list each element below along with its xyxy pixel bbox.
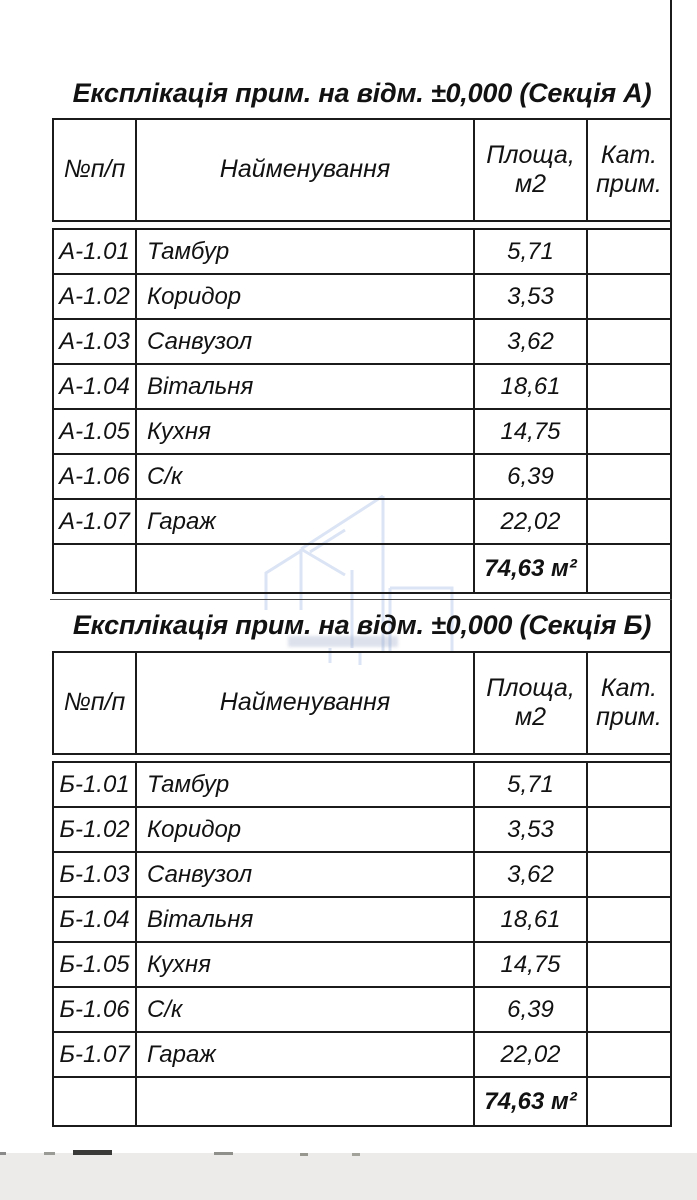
- cell-num: А-1.02: [54, 275, 137, 318]
- table-total-row: [54, 1078, 670, 1125]
- cell-cat: [588, 230, 670, 273]
- table-row: [54, 230, 670, 275]
- cell-area: 3,53: [475, 275, 588, 318]
- cutoff-text-smudge: [44, 1152, 55, 1155]
- cell-num: А-1.03: [54, 320, 137, 363]
- cell-num: А-1.07: [54, 500, 137, 543]
- table-row: [54, 275, 670, 320]
- header-cat-line2: прим.: [596, 170, 662, 198]
- cutoff-text-smudge: [352, 1153, 360, 1156]
- cell-area: 22,02: [475, 500, 588, 543]
- cell-cat: [588, 853, 670, 896]
- cell-area: 18,61: [475, 365, 588, 408]
- table-row: [54, 320, 670, 365]
- cell-num: Б-1.05: [54, 943, 137, 986]
- cell-cat: [588, 1033, 670, 1076]
- cell-name: Тамбур: [137, 230, 475, 273]
- header-num: №п/п: [54, 653, 137, 753]
- cell-name: Кухня: [137, 943, 475, 986]
- section-a-title: Експлікація прим. на відм. ±0,000 (Секція А): [72, 78, 652, 108]
- cell-num: Б-1.03: [54, 853, 137, 896]
- cell-area: 14,75: [475, 943, 588, 986]
- cell-num: А-1.01: [54, 230, 137, 273]
- cutoff-text-smudge: [300, 1153, 308, 1156]
- cell-cat: [588, 545, 670, 592]
- cell-area: 3,62: [475, 320, 588, 363]
- cell-area: 5,71: [475, 763, 588, 806]
- header-area-line2: м2: [514, 703, 547, 731]
- cutoff-text-smudge: [0, 1152, 6, 1155]
- table-b-header-row: [52, 651, 672, 755]
- table-row: [54, 1033, 670, 1078]
- cell-area: 14,75: [475, 410, 588, 453]
- cell-name: Кухня: [137, 410, 475, 453]
- cell-num: А-1.04: [54, 365, 137, 408]
- cell-cat: [588, 320, 670, 363]
- explication-table-a: [52, 118, 672, 594]
- next-sheet-edge-strip: [0, 1153, 697, 1200]
- cell-cat: [588, 898, 670, 941]
- cell-name: Гараж: [137, 1033, 475, 1076]
- cell-name: Вітальня: [137, 365, 475, 408]
- header-area: [475, 653, 588, 753]
- cell-name: Санвузол: [137, 320, 475, 363]
- cell-num-empty: [54, 545, 137, 592]
- table-b-body: [52, 761, 672, 1127]
- header-name: Найменування: [137, 653, 475, 753]
- explication-table-b: [52, 651, 672, 1127]
- table-row: [54, 365, 670, 410]
- cell-name-empty: [137, 1078, 475, 1125]
- cell-total-area: 74,63 м²: [475, 545, 588, 592]
- cell-num: А-1.06: [54, 455, 137, 498]
- table-row: [54, 500, 670, 545]
- header-cat-line1: Кат.: [600, 140, 658, 169]
- cell-name: Тамбур: [137, 763, 475, 806]
- cell-cat: [588, 365, 670, 408]
- header-cat: [588, 653, 670, 753]
- cell-cat: [588, 275, 670, 318]
- cell-num: Б-1.01: [54, 763, 137, 806]
- cell-name: Коридор: [137, 808, 475, 851]
- cell-cat: [588, 1078, 670, 1125]
- table-row: [54, 853, 670, 898]
- header-num: №п/п: [54, 120, 137, 220]
- cutoff-text-smudge: [214, 1152, 233, 1155]
- cell-total-area: 74,63 м²: [475, 1078, 588, 1125]
- header-area-line2: м2: [514, 170, 547, 198]
- cell-name: С/к: [137, 455, 475, 498]
- table-total-row: [54, 545, 670, 592]
- cell-area: 6,39: [475, 455, 588, 498]
- cell-num: А-1.05: [54, 410, 137, 453]
- table-row: [54, 943, 670, 988]
- cell-num: Б-1.07: [54, 1033, 137, 1076]
- table-a-body: [52, 228, 672, 594]
- table-row: [54, 898, 670, 943]
- cell-cat: [588, 988, 670, 1031]
- header-area: [475, 120, 588, 220]
- table-row: [54, 808, 670, 853]
- cell-area: 22,02: [475, 1033, 588, 1076]
- table-row: [54, 988, 670, 1033]
- cell-cat: [588, 455, 670, 498]
- cell-cat: [588, 500, 670, 543]
- cell-num: Б-1.04: [54, 898, 137, 941]
- cell-name: Санвузол: [137, 853, 475, 896]
- table-row: [54, 455, 670, 500]
- cell-name: С/к: [137, 988, 475, 1031]
- cell-name: Гараж: [137, 500, 475, 543]
- section-b-title: Експлікація прим. на відм. ±0,000 (Секція Б): [72, 610, 652, 640]
- cell-area: 6,39: [475, 988, 588, 1031]
- cell-name-empty: [137, 545, 475, 592]
- cell-area: 3,53: [475, 808, 588, 851]
- cell-name: Вітальня: [137, 898, 475, 941]
- cell-area: 5,71: [475, 230, 588, 273]
- cutoff-text-smudge: [73, 1150, 112, 1155]
- header-area-line1: Площа,: [486, 140, 575, 169]
- table-a-echo-line: [50, 599, 672, 600]
- header-cat-line2: прим.: [596, 703, 662, 731]
- cell-num: Б-1.02: [54, 808, 137, 851]
- cell-cat: [588, 410, 670, 453]
- cell-cat: [588, 763, 670, 806]
- table-row: [54, 410, 670, 455]
- cell-cat: [588, 943, 670, 986]
- header-cat-line1: Кат.: [600, 673, 658, 702]
- cell-area: 3,62: [475, 853, 588, 896]
- table-a-header-row: [52, 118, 672, 222]
- cell-num-empty: [54, 1078, 137, 1125]
- header-area-line1: Площа,: [486, 673, 575, 702]
- cell-cat: [588, 808, 670, 851]
- header-name: Найменування: [137, 120, 475, 220]
- header-cat: [588, 120, 670, 220]
- table-row: [54, 763, 670, 808]
- cell-name: Коридор: [137, 275, 475, 318]
- cell-area: 18,61: [475, 898, 588, 941]
- cell-num: Б-1.06: [54, 988, 137, 1031]
